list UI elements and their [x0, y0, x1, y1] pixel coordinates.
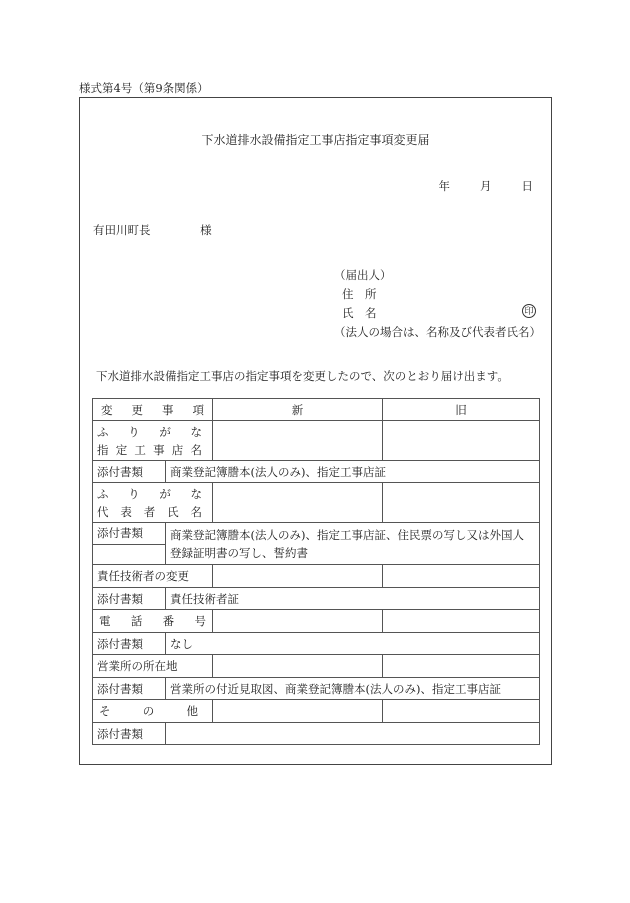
table-row-shop-name [93, 421, 540, 461]
change-items-table [92, 398, 540, 745]
applicant-heading: （届出人） [334, 268, 392, 282]
table-row-attach-office [93, 678, 540, 700]
other-old-cell[interactable] [383, 700, 540, 723]
table-row-engineer [93, 565, 540, 588]
date-day-label: 日 [521, 179, 533, 193]
attach-phone-text: なし [166, 633, 540, 655]
office-old-cell[interactable] [383, 655, 540, 678]
attach-shop-text: 商業登記簿謄本(法人のみ)、指定工事店証 [166, 461, 540, 483]
table-header-row [93, 399, 540, 421]
table-row-phone [93, 610, 540, 633]
label-phone: 電 話 番 号 [93, 610, 213, 633]
attach-label: 添付書類 [93, 678, 166, 700]
attach-label: 添付書類 [93, 523, 166, 565]
addressee-honorific: 様 [200, 223, 212, 237]
attach-other-cell[interactable] [166, 723, 540, 745]
table-row-attach-rep [93, 523, 540, 565]
header-new: 新 [213, 399, 383, 421]
label-rep-name: ふ り が な 代 表 者 氏 名 [93, 483, 213, 523]
engineer-new-cell[interactable] [213, 565, 383, 588]
table-row-attach-engineer [93, 588, 540, 610]
addressee-name: 有田川町長 [93, 223, 151, 237]
attach-engineer-text: 責任技術者証 [166, 588, 540, 610]
attach-label: 添付書類 [93, 588, 166, 610]
date-line [439, 178, 534, 194]
form-number: 様式第4号（第9条関係） [79, 81, 209, 95]
label-shop-name: ふ り が な 指 定 工 事 店 名 [93, 421, 213, 461]
rep-name-old-cell[interactable] [383, 483, 540, 523]
header-item: 変 更 事 項 [93, 399, 213, 421]
table-row-attach-other [93, 723, 540, 745]
form-frame [79, 97, 552, 765]
attach-rep-text: 商業登記簿謄本(法人のみ)、指定工事店証、住民票の写し又は外国人登録証明書の写し、誓約書 [166, 523, 540, 565]
table-row-rep-name [93, 483, 540, 523]
header-old: 旧 [383, 399, 540, 421]
other-new-cell[interactable] [213, 700, 383, 723]
phone-old-cell[interactable] [383, 610, 540, 633]
applicant-block [334, 266, 541, 342]
statement-text: 下水道排水設備指定工事店の指定事項を変更したので、次のとおり届け出ます。 [96, 369, 509, 383]
applicant-note: （法人の場合は、名称及び代表者氏名） [334, 325, 541, 339]
form-title: 下水道排水設備指定工事店指定事項変更届 [201, 133, 430, 147]
table-row-other [93, 700, 540, 723]
addressee [93, 222, 212, 238]
applicant-name-label: 氏 名 [342, 306, 377, 320]
table-row-office [93, 655, 540, 678]
table-row-attach-phone [93, 633, 540, 655]
phone-new-cell[interactable] [213, 610, 383, 633]
date-year-label: 年 [438, 179, 450, 193]
table-row-attach-shop [93, 461, 540, 483]
rep-name-new-cell[interactable] [213, 483, 383, 523]
label-other: そ の 他 [93, 700, 213, 723]
label-office-location: 営業所の所在地 [93, 655, 213, 678]
label-engineer-change: 責任技術者の変更 [93, 565, 213, 588]
applicant-address-label: 住 所 [342, 287, 377, 301]
shop-name-new-cell[interactable] [213, 421, 383, 461]
attach-office-text: 営業所の付近見取図、商業登記簿謄本(法人のみ)、指定工事店証 [166, 678, 540, 700]
engineer-old-cell[interactable] [383, 565, 540, 588]
attach-label: 添付書類 [93, 723, 166, 745]
seal-mark: 印 [522, 304, 536, 318]
date-month-label: 月 [480, 179, 492, 193]
shop-name-old-cell[interactable] [383, 421, 540, 461]
attach-label: 添付書類 [93, 461, 166, 483]
attach-label: 添付書類 [93, 633, 166, 655]
office-new-cell[interactable] [213, 655, 383, 678]
